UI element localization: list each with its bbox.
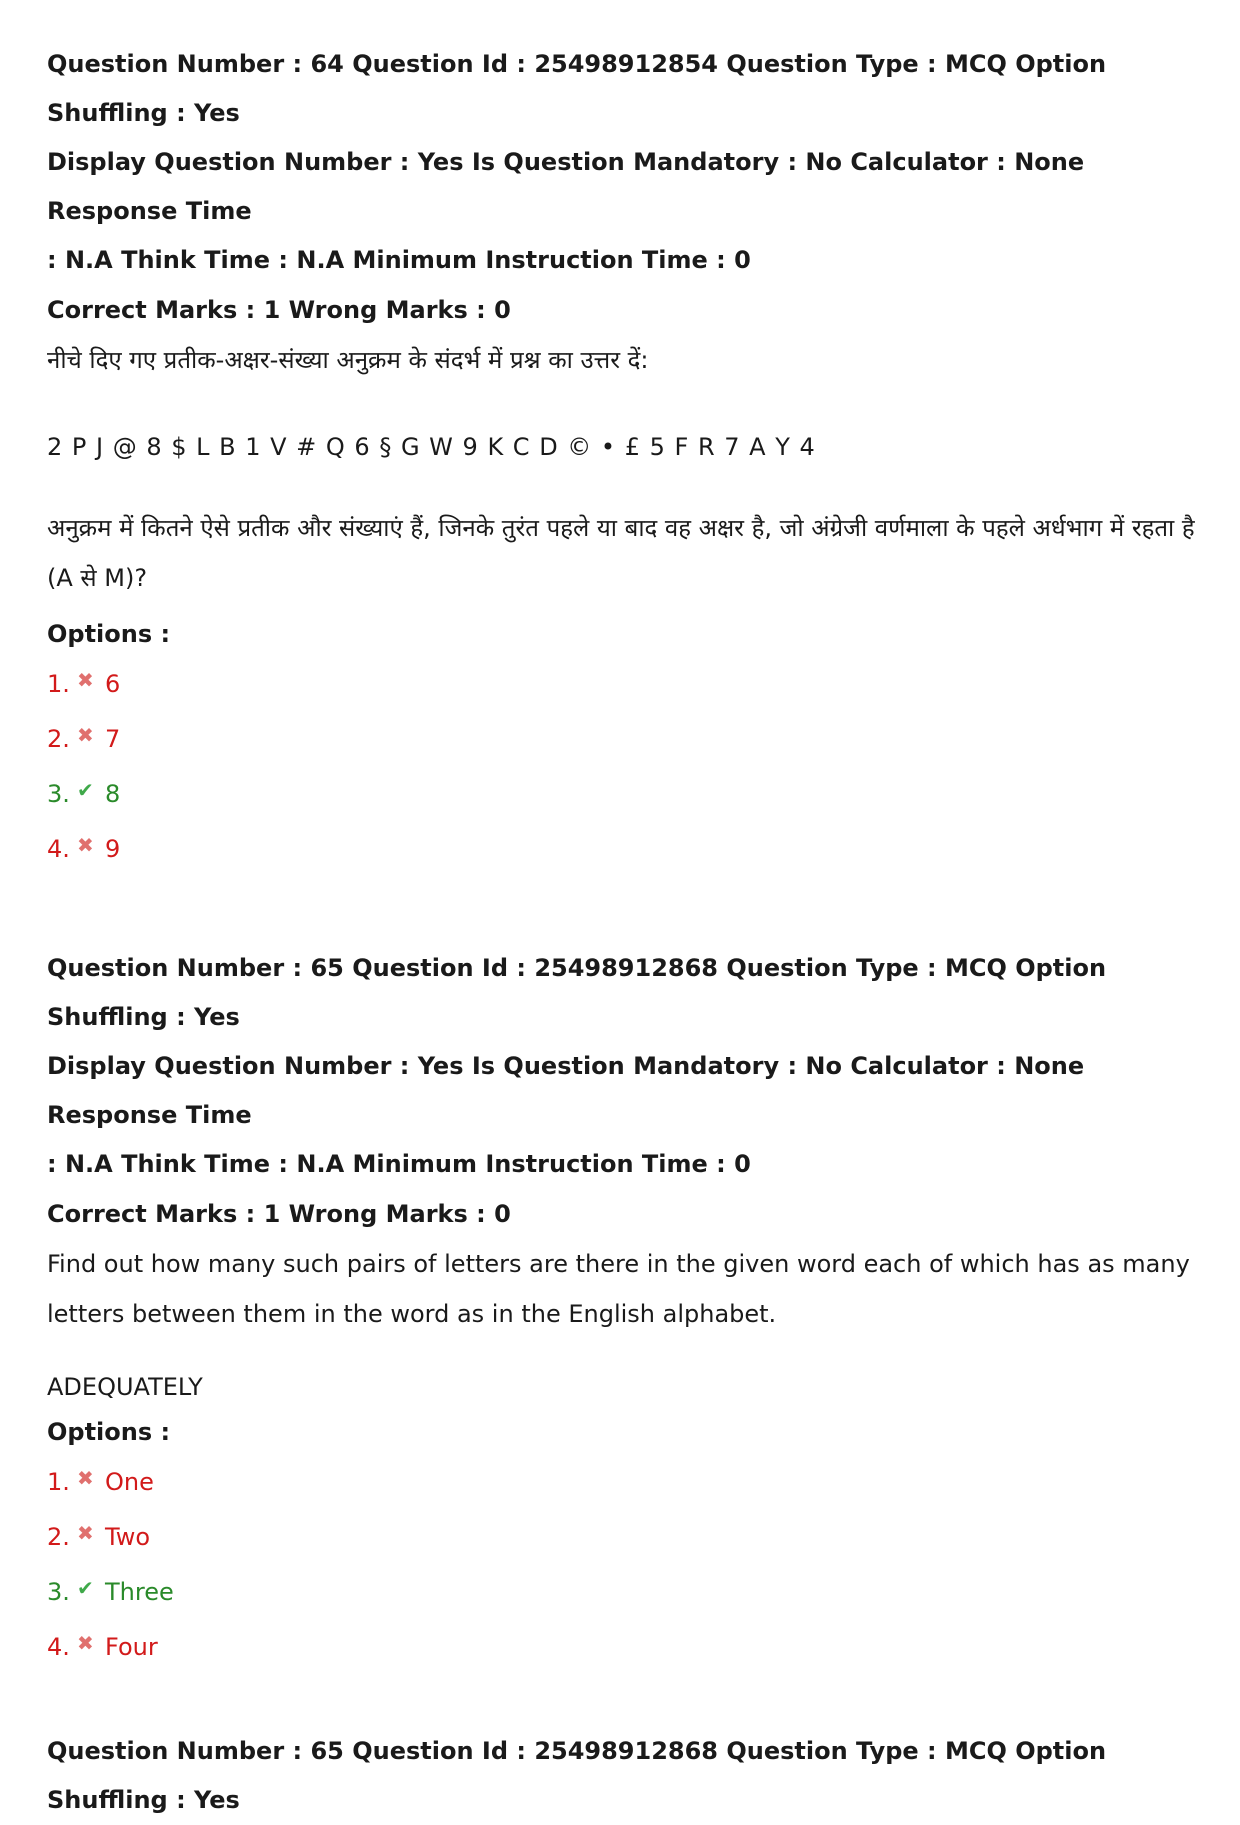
option-3 — [47, 779, 1207, 834]
cross-icon: ✖ — [77, 833, 94, 857]
question-next — [47, 1727, 1207, 1825]
cross-icon: ✖ — [77, 1466, 94, 1490]
option-number: 4. — [47, 1633, 70, 1661]
options-list — [47, 1467, 1207, 1687]
meta-line-2: Display Question Number : Yes Is Question Mandatory : No Calculator : None Response Time — [47, 1052, 1085, 1129]
option-text: 7 — [105, 725, 121, 753]
options-label: Options : — [47, 1418, 171, 1446]
meta-line-1: Question Number : 65 Question Id : 25498912868 Question Type : MCQ Option Shuffling : Yes — [47, 954, 1107, 1031]
meta-line-3: : N.A Think Time : N.A Minimum Instruction Time : 0 — [47, 246, 751, 274]
option-4 — [47, 1632, 1207, 1687]
option-text: 9 — [105, 835, 121, 863]
option-text: One — [105, 1468, 154, 1496]
check-icon: ✔ — [77, 778, 94, 802]
option-3 — [47, 1577, 1207, 1632]
meta-line-1: Question Number : 65 Question Id : 25498912868 Question Type : MCQ Option Shuffling : Yes — [47, 1737, 1107, 1814]
question-text-line-1: Find out how many such pairs of letters are there in the given word each of which has as many — [47, 1250, 1190, 1278]
question-text-line-2: letters between them in the word as in the English alphabet. — [47, 1300, 777, 1328]
cross-icon: ✖ — [77, 1521, 94, 1545]
option-2 — [47, 1522, 1207, 1577]
option-number: 3. — [47, 780, 70, 808]
option-number: 4. — [47, 835, 70, 863]
question-meta — [47, 1727, 1207, 1825]
check-icon: ✔ — [77, 1576, 94, 1600]
cross-icon: ✖ — [77, 723, 94, 747]
option-1 — [47, 1467, 1207, 1522]
option-number: 3. — [47, 1578, 70, 1606]
question-paper — [47, 40, 1207, 1825]
question-64 — [47, 40, 1207, 889]
question-text — [47, 503, 1207, 603]
question-text — [47, 1239, 1207, 1339]
option-text: Three — [105, 1578, 174, 1606]
option-4 — [47, 834, 1207, 889]
marks-info: Correct Marks : 1 Wrong Marks : 0 — [47, 1200, 511, 1228]
option-text: 8 — [105, 780, 121, 808]
cross-icon: ✖ — [77, 1631, 94, 1655]
option-number: 2. — [47, 725, 70, 753]
marks-info: Correct Marks : 1 Wrong Marks : 0 — [47, 296, 511, 324]
given-word: ADEQUATELY — [47, 1373, 203, 1401]
options-list — [47, 669, 1207, 889]
question-text-line-2: (A से M)? — [47, 564, 148, 592]
option-1 — [47, 669, 1207, 724]
meta-line-1: Question Number : 64 Question Id : 25498912854 Question Type : MCQ Option Shuffling : Yes — [47, 50, 1107, 127]
option-text: 6 — [105, 670, 121, 698]
question-intro: नीचे दिए गए प्रतीक-अक्षर-संख्या अनुक्रम के संदर्भ में प्रश्न का उत्तर दें: — [47, 346, 649, 374]
question-meta — [47, 944, 1207, 1189]
option-number: 2. — [47, 1523, 70, 1551]
meta-line-2: Display Question Number : Yes Is Question Mandatory : No Calculator : None Response Time — [47, 148, 1085, 225]
symbol-sequence: 2 P J @ 8 $ L B 1 V # Q 6 § G W 9 K C D © • £ 5 F R 7 A Y 4 — [47, 433, 816, 461]
option-2 — [47, 724, 1207, 779]
option-number: 1. — [47, 670, 70, 698]
cross-icon: ✖ — [77, 668, 94, 692]
question-meta — [47, 40, 1207, 285]
option-number: 1. — [47, 1468, 70, 1496]
meta-line-3: : N.A Think Time : N.A Minimum Instruction Time : 0 — [47, 1150, 751, 1178]
options-label: Options : — [47, 620, 171, 648]
question-65 — [47, 944, 1207, 1687]
question-text-line-1: अनुक्रम में कितने ऐसे प्रतीक और संख्याएं हैं, जिनके तुरंत पहले या बाद वह अक्षर है, जो अंग्रेजी वर्णमाला के पहले अर्धभाग में रहता है — [47, 514, 1195, 542]
option-text: Two — [105, 1523, 150, 1551]
option-text: Four — [105, 1633, 158, 1661]
